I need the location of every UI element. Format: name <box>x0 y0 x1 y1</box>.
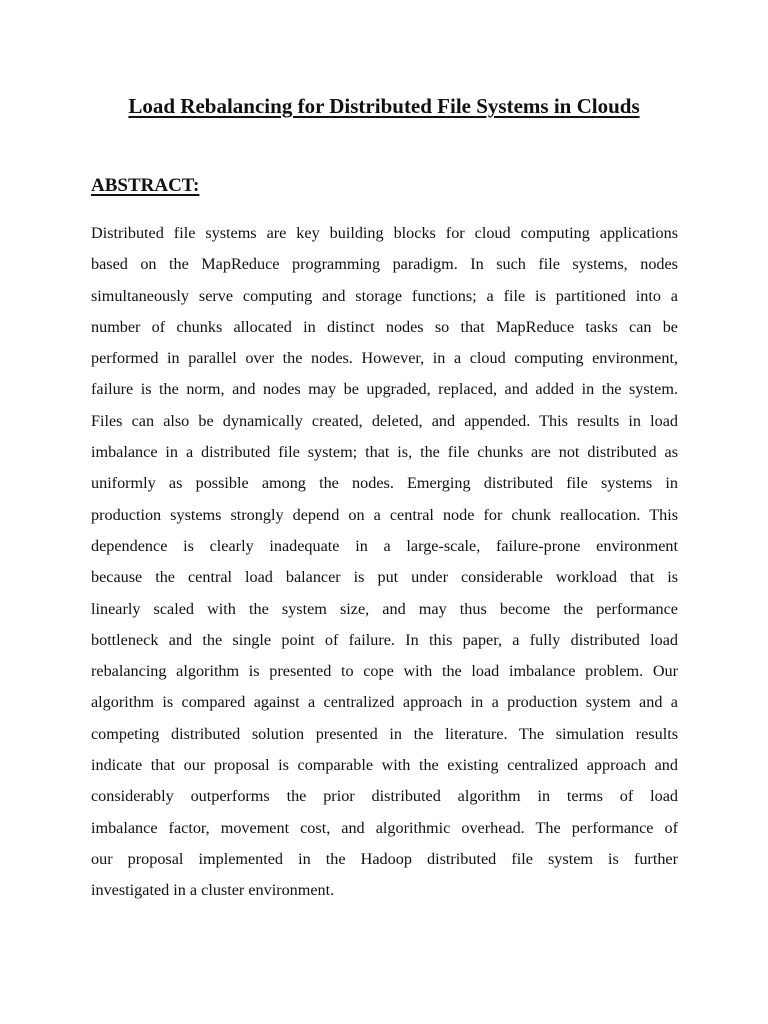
abstract-line: imbalance factor, movement cost, and algorithmic overhead. The performance of <box>91 818 678 837</box>
abstract-line: Distributed file systems are key building blocks for cloud computing applications <box>91 224 678 242</box>
abstract-line: production systems strongly depend on a central node for chunk reallocation. This <box>91 505 678 524</box>
abstract-line: competing distributed solution presented in the literature. The simulation results <box>91 724 678 743</box>
abstract-line: our proposal implemented in the Hadoop distributed file system is further <box>91 849 678 868</box>
abstract-line: investigated in a cluster environment. <box>91 881 335 900</box>
abstract-line: simultaneously serve computing and storage functions; a file is partitioned into a <box>91 286 678 305</box>
abstract-line: rebalancing algorithm is presented to cope with the load imbalance problem. Our <box>91 662 678 681</box>
abstract-heading: ABSTRACT: <box>91 175 200 196</box>
abstract-line: dependence is clearly inadequate in a large-scale, failure-prone environment <box>91 536 678 555</box>
abstract-line: bottleneck and the single point of failure. In this paper, a fully distributed load <box>91 630 678 649</box>
abstract-body <box>91 218 678 907</box>
abstract-line: number of chunks allocated in distinct nodes so that MapReduce tasks can be <box>91 317 678 336</box>
abstract-line: linearly scaled with the system size, and may thus become the performance <box>91 599 678 618</box>
abstract-line: uniformly as possible among the nodes. Emerging distributed file systems in <box>91 474 678 493</box>
abstract-line: algorithm is compared against a centralized approach in a production system and a <box>91 693 678 712</box>
abstract-line: based on the MapReduce programming paradigm. In such file systems, nodes <box>91 255 678 274</box>
abstract-line: indicate that our proposal is comparable with the existing centralized approach and <box>91 756 678 775</box>
abstract-line: performed in parallel over the nodes. However, in a cloud computing environment, <box>91 349 678 368</box>
abstract-line: Files can also be dynamically created, deleted, and appended. This results in load <box>91 411 678 430</box>
abstract-line: imbalance in a distributed file system; that is, the file chunks are not distributed as <box>91 443 678 462</box>
abstract-line: because the central load balancer is put under considerable workload that is <box>91 568 678 587</box>
abstract-line: failure is the norm, and nodes may be upgraded, replaced, and added in the system. <box>91 380 678 399</box>
document-title-text: Load Rebalancing for Distributed File Systems in Clouds <box>128 94 640 118</box>
document-title <box>0 92 768 120</box>
abstract-line: considerably outperforms the prior distributed algorithm in terms of load <box>91 787 678 806</box>
